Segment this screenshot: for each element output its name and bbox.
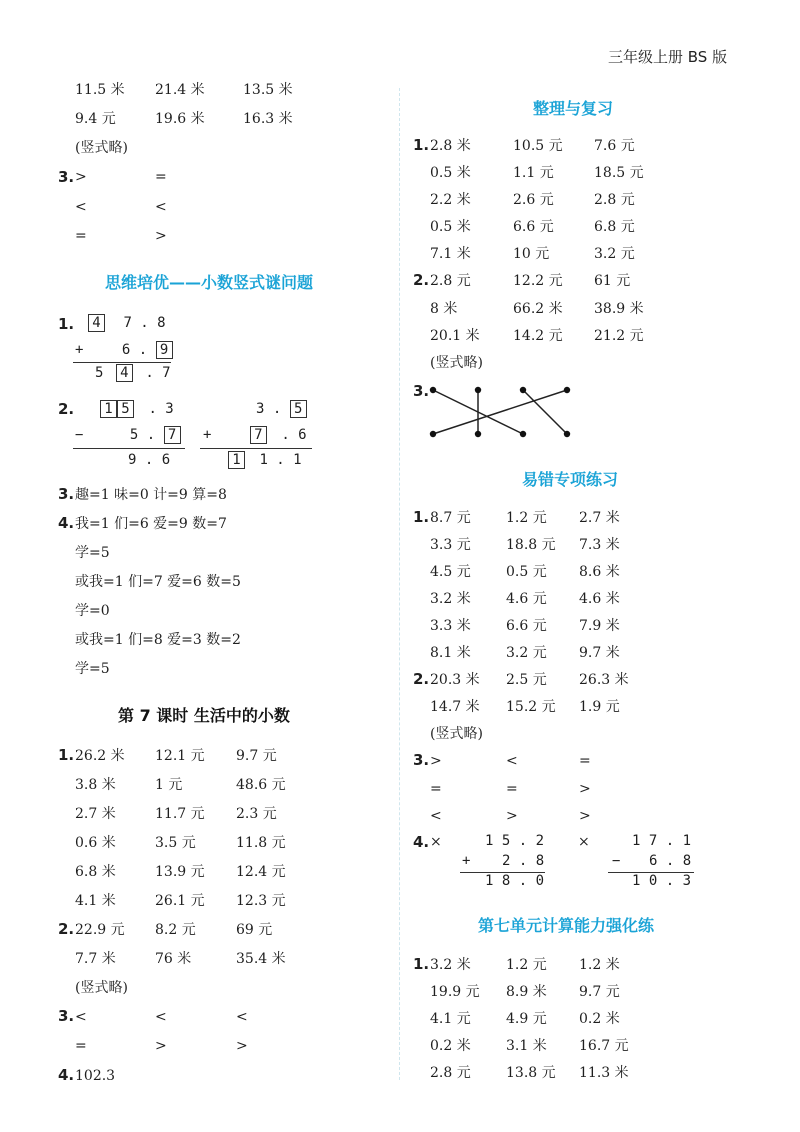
answer-box: 5 bbox=[117, 400, 134, 418]
dot bbox=[475, 431, 481, 437]
dot bbox=[430, 431, 436, 437]
answer-cell: 13.9 元 bbox=[155, 864, 205, 880]
vertical-row-top bbox=[256, 400, 307, 418]
digits: 6 . bbox=[121, 342, 148, 358]
answer-cell: 12.1 元 bbox=[155, 748, 205, 764]
answer-cell: 16.7 元 bbox=[579, 1038, 629, 1054]
answer-box: 9 bbox=[156, 341, 173, 359]
answer-cell: 3.5 元 bbox=[155, 835, 196, 851]
answer-cell: 2.6 元 bbox=[513, 192, 554, 208]
digits: 6 . 8 bbox=[649, 853, 692, 869]
compare-symbol: < bbox=[75, 1009, 87, 1025]
answer-cell: 18.8 元 bbox=[506, 537, 556, 553]
digits: . 7 bbox=[145, 365, 171, 381]
answer-cell: 12.3 元 bbox=[236, 893, 286, 909]
answer-cell: 20.1 米 bbox=[430, 328, 480, 344]
answer-cell: 4.6 米 bbox=[579, 591, 620, 607]
answer-cell: 14.7 米 bbox=[430, 699, 480, 715]
answer-cell: 26.2 米 bbox=[75, 748, 125, 764]
digits: . 3 bbox=[148, 401, 174, 417]
answer-cell: 4.9 元 bbox=[506, 1011, 547, 1027]
answer-cell: 76 米 bbox=[155, 951, 192, 967]
answer-cell: 11.7 元 bbox=[155, 806, 205, 822]
digits: 2 . 8 bbox=[502, 853, 545, 869]
answer-text: 学=0 bbox=[75, 603, 110, 619]
answer-cell: 3.2 米 bbox=[430, 957, 471, 973]
answer-cell: 10.5 元 bbox=[513, 138, 563, 154]
answer-cell: 8.9 米 bbox=[506, 984, 547, 1000]
matching-diagram bbox=[425, 380, 575, 445]
answer-cell: 7.3 米 bbox=[579, 537, 620, 553]
section-title: 第 7 课时 生活中的小数 bbox=[118, 706, 290, 725]
digits: 9 . 6 bbox=[128, 452, 171, 468]
answer-text: 学=5 bbox=[75, 661, 110, 677]
answer-cell: 16.3 米 bbox=[243, 111, 293, 127]
answer-cell: 12.4 元 bbox=[236, 864, 286, 880]
answer-cell: 4.1 米 bbox=[75, 893, 116, 909]
question-number: 2. bbox=[413, 271, 430, 289]
answer-cell: 7.1 米 bbox=[430, 246, 471, 262]
question-number: 1. bbox=[413, 136, 430, 154]
answer-cell: 13.5 米 bbox=[243, 82, 293, 98]
answer-cell: 12.2 元 bbox=[513, 273, 563, 289]
digits: 7 . 8 bbox=[123, 315, 166, 331]
digits: . 6 bbox=[281, 427, 307, 443]
section-title: 整理与复习 bbox=[533, 99, 614, 118]
answer-box: 4 bbox=[88, 314, 105, 332]
answer-cell: 35.4 米 bbox=[236, 951, 286, 967]
dot bbox=[430, 387, 436, 393]
note-text: (竖式略) bbox=[430, 355, 483, 371]
compare-symbol: < bbox=[155, 199, 167, 215]
answer-cell: 66.2 米 bbox=[513, 300, 563, 317]
question-number: 2. bbox=[58, 920, 75, 938]
operator: + bbox=[75, 342, 84, 358]
answer-cell: 8.2 元 bbox=[155, 922, 196, 938]
answer-cell: 1 元 bbox=[155, 777, 183, 793]
answer-cell: 7.6 元 bbox=[594, 138, 635, 154]
answer-cell: 2.8 米 bbox=[430, 138, 471, 154]
question-number: 1. bbox=[58, 746, 75, 764]
answer-box: 7 bbox=[250, 426, 267, 444]
answer-cell: 2.8 元 bbox=[430, 273, 471, 289]
answer-cell: 7.9 米 bbox=[579, 618, 620, 634]
compare-symbol: > bbox=[155, 1038, 167, 1054]
dot bbox=[520, 387, 526, 393]
question-number: 4. bbox=[58, 1066, 75, 1084]
answer-cell: 1.2 元 bbox=[506, 510, 547, 526]
section-title: 思维培优——小数竖式谜问题 bbox=[105, 273, 314, 292]
digits: 1 8 . 0 bbox=[485, 873, 545, 889]
compare-symbol: = bbox=[75, 228, 87, 244]
answer-cell: 3.2 米 bbox=[430, 591, 471, 607]
question-number: 3. bbox=[58, 485, 75, 503]
digits: 5 bbox=[95, 365, 104, 381]
question-number: 3. bbox=[58, 1007, 75, 1025]
answer-box: 4 bbox=[116, 364, 133, 382]
answer-cell: 19.9 元 bbox=[430, 984, 480, 1000]
answer-cell: 0.2 米 bbox=[579, 1011, 620, 1027]
answer-cell: 9.7 元 bbox=[236, 748, 277, 764]
answer-cell: > bbox=[579, 780, 591, 797]
answer-cell: 1.2 元 bbox=[506, 957, 547, 973]
answer-cell: 1.9 元 bbox=[579, 699, 620, 715]
answer-cell: 2.7 米 bbox=[75, 806, 116, 822]
answer-cell: 11.5 米 bbox=[75, 82, 125, 98]
answer-cell: 3.2 元 bbox=[594, 246, 635, 262]
digits: 3 . bbox=[256, 401, 282, 417]
answer-cell: 69 元 bbox=[236, 922, 273, 938]
answer-cell: 20.3 米 bbox=[430, 672, 480, 688]
vertical-row-top bbox=[88, 314, 166, 332]
compare-symbol: < bbox=[75, 199, 87, 215]
answer-box: 1 bbox=[228, 451, 245, 469]
answer-cell: 0.5 元 bbox=[506, 564, 547, 580]
operator: + bbox=[203, 427, 212, 443]
answer-cell: 0.6 米 bbox=[75, 835, 116, 851]
answer-text: 趣=1 味=0 计=9 算=8 bbox=[75, 487, 227, 503]
compare-symbol: > bbox=[236, 1038, 248, 1054]
answer-cell: < bbox=[430, 808, 442, 824]
answer-cell: > bbox=[430, 753, 442, 769]
vertical-row-mid bbox=[203, 426, 307, 444]
answer-cell: 9.4 元 bbox=[75, 111, 116, 127]
page-header: 三年级上册 BS 版 bbox=[608, 48, 728, 66]
answer-text: 或我=1 们=8 爱=3 数=2 bbox=[75, 632, 241, 648]
answer-cell: 6.6 元 bbox=[513, 219, 554, 235]
answer-cell: 26.1 元 bbox=[155, 893, 205, 909]
compare-symbol: > bbox=[155, 228, 167, 244]
digits: 1 5 . 2 bbox=[485, 833, 545, 849]
answer-cell: 2.2 米 bbox=[430, 192, 471, 208]
vertical-row-mid bbox=[75, 426, 181, 444]
answer-cell: 3.2 元 bbox=[506, 645, 547, 661]
compare-symbol: < bbox=[155, 1009, 167, 1025]
answer-cell: 8 米 bbox=[430, 300, 458, 317]
answer-cell: 18.5 元 bbox=[594, 165, 644, 181]
answer-cell: 22.9 元 bbox=[75, 922, 125, 938]
answer-cell: 2.5 元 bbox=[506, 672, 547, 688]
question-number: 4. bbox=[413, 833, 430, 851]
answer-cell: 8.1 米 bbox=[430, 645, 471, 661]
operator: + bbox=[462, 853, 471, 869]
answer-cell: 4.6 元 bbox=[506, 591, 547, 607]
answer-cell: 1.1 元 bbox=[513, 165, 554, 181]
answer-cell: = bbox=[430, 780, 442, 797]
digits: 1 . 1 bbox=[259, 452, 302, 468]
column-divider bbox=[399, 88, 400, 1080]
answer-cell: > bbox=[579, 808, 591, 824]
section-title: 第七单元计算能力强化练 bbox=[478, 916, 655, 935]
question-number: 3. bbox=[413, 751, 430, 769]
compare-symbol: = bbox=[155, 169, 167, 185]
question-number: 1. bbox=[413, 508, 430, 526]
answer-cell: 6.6 元 bbox=[506, 618, 547, 634]
answer-cell: 6.8 元 bbox=[594, 219, 635, 235]
answer-cell: 2.8 元 bbox=[594, 192, 635, 208]
note-text: (竖式略) bbox=[430, 726, 483, 742]
answer-cell: 8.7 元 bbox=[430, 510, 471, 526]
section-title: 易错专项练习 bbox=[522, 470, 619, 489]
answer-cell: 19.6 米 bbox=[155, 111, 205, 127]
answer-cell: 11.3 米 bbox=[579, 1065, 629, 1081]
sum-line bbox=[200, 448, 312, 449]
question-number: 3. bbox=[413, 382, 430, 400]
dot bbox=[564, 387, 570, 393]
answer-cell: 2.3 元 bbox=[236, 806, 277, 822]
answer-cell: > bbox=[506, 808, 518, 824]
digits: 1 7 . 1 bbox=[632, 833, 692, 849]
question-number: 4. bbox=[58, 514, 75, 532]
vertical-row-top bbox=[100, 400, 174, 418]
answer-cell: 13.8 元 bbox=[506, 1065, 556, 1081]
answer-cell: 1.2 米 bbox=[579, 957, 620, 973]
answer-box: 7 bbox=[164, 426, 181, 444]
check-mark: × bbox=[578, 834, 590, 850]
answer-cell: = bbox=[506, 780, 518, 797]
dot bbox=[520, 431, 526, 437]
answer-cell: 3.8 米 bbox=[75, 777, 116, 793]
answer-cell: 3.3 元 bbox=[430, 537, 471, 553]
answer-text: 102.3 bbox=[75, 1068, 116, 1084]
operator: − bbox=[75, 427, 84, 443]
answer-cell: 14.2 元 bbox=[513, 328, 563, 344]
answer-cell: 21.4 米 bbox=[155, 82, 205, 98]
answer-cell: 4.5 元 bbox=[430, 564, 471, 580]
question-number: 3. bbox=[58, 168, 75, 186]
answer-cell: 61 元 bbox=[594, 273, 631, 289]
answer-cell: = bbox=[579, 753, 591, 769]
answer-cell: 11.8 元 bbox=[236, 835, 286, 851]
compare-symbol: > bbox=[75, 169, 87, 185]
answer-cell: 15.2 元 bbox=[506, 699, 556, 715]
answer-box: 5 bbox=[290, 400, 307, 418]
sum-line bbox=[73, 448, 185, 449]
answer-cell: 9.7 元 bbox=[579, 984, 620, 1000]
dot bbox=[475, 387, 481, 393]
digits: 5 . bbox=[129, 427, 156, 443]
check-mark: × bbox=[430, 834, 442, 850]
answer-cell: 0.5 米 bbox=[430, 165, 471, 181]
answer-cell: 6.8 米 bbox=[75, 864, 116, 880]
answer-text: 或我=1 们=7 爱=6 数=5 bbox=[75, 574, 241, 590]
question-number: 1. bbox=[58, 315, 75, 333]
answer-cell: 3.3 米 bbox=[430, 618, 471, 634]
answer-cell: 4.1 元 bbox=[430, 1011, 471, 1027]
operator: − bbox=[612, 853, 621, 869]
question-number: 2. bbox=[58, 400, 75, 418]
answer-cell: 21.2 元 bbox=[594, 328, 644, 344]
answer-text: 学=5 bbox=[75, 545, 110, 561]
question-number: 1. bbox=[413, 955, 430, 973]
answer-box: 1 bbox=[100, 400, 117, 418]
answer-cell: 0.2 米 bbox=[430, 1038, 471, 1054]
answer-cell: < bbox=[506, 753, 518, 769]
vertical-row-mid bbox=[75, 341, 173, 359]
note-text: (竖式略) bbox=[75, 980, 128, 996]
answer-cell: 10 元 bbox=[513, 246, 550, 262]
question-number: 2. bbox=[413, 670, 430, 688]
vertical-row-result bbox=[228, 451, 302, 469]
compare-symbol: < bbox=[236, 1009, 248, 1025]
compare-symbol: = bbox=[75, 1038, 87, 1054]
answer-cell: 0.5 米 bbox=[430, 219, 471, 235]
answer-cell: 2.8 元 bbox=[430, 1065, 471, 1081]
sum-line bbox=[73, 362, 171, 363]
answer-cell: 3.1 米 bbox=[506, 1038, 547, 1054]
answer-text: 我=1 们=6 爱=9 数=7 bbox=[75, 516, 227, 532]
digits: 1 0 . 3 bbox=[632, 873, 692, 889]
answer-cell: 7.7 米 bbox=[75, 951, 116, 967]
dot bbox=[564, 431, 570, 437]
answer-cell: 2.7 米 bbox=[579, 510, 620, 526]
connector-line bbox=[433, 390, 567, 434]
answer-cell: 26.3 米 bbox=[579, 672, 629, 688]
note-text: (竖式略) bbox=[75, 140, 128, 156]
answer-cell: 9.7 米 bbox=[579, 645, 620, 661]
answer-cell: 8.6 米 bbox=[579, 564, 620, 580]
answer-cell: 48.6 元 bbox=[236, 777, 286, 793]
vertical-row-result bbox=[95, 364, 171, 382]
answer-cell: 38.9 米 bbox=[594, 300, 644, 317]
